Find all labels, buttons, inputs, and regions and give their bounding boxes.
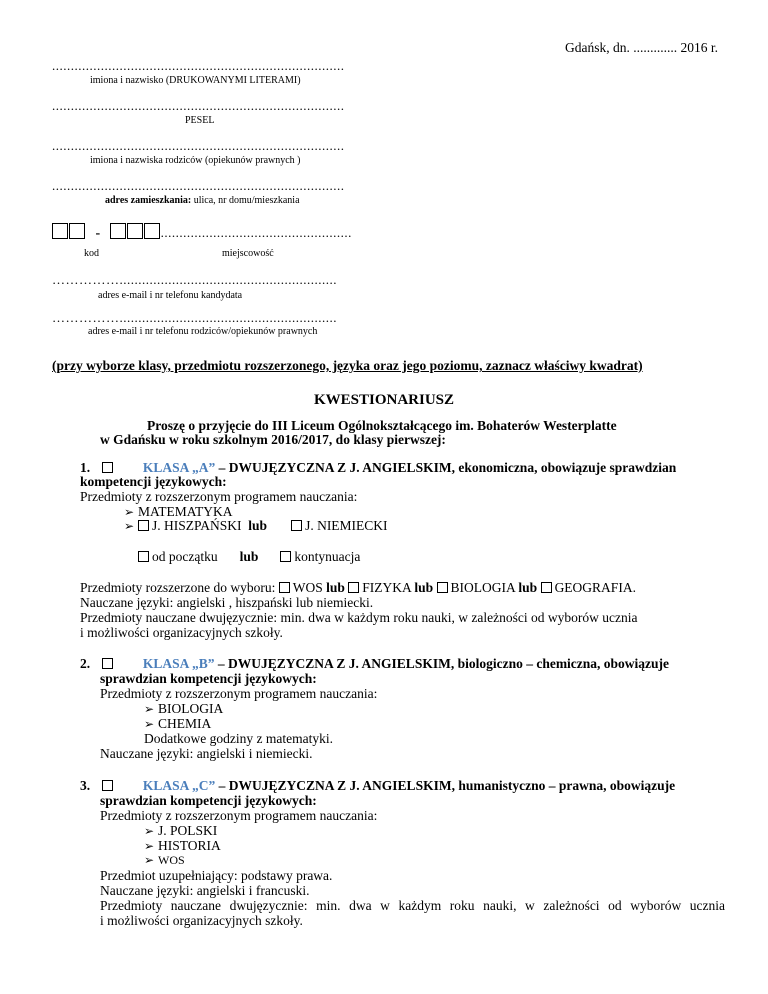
address-field[interactable]: .............................................................................. bbox=[52, 178, 345, 193]
postal-row bbox=[52, 223, 352, 242]
class-c-heading: 3. KLASA „C” – DWUJĘZYCZNA Z J. ANGIELSKIM, humanistyczno – prawna, obowiązuje bbox=[80, 778, 676, 793]
wos-checkbox[interactable] bbox=[279, 582, 290, 593]
arrow-bullet-icon: ➢ bbox=[124, 519, 135, 533]
name-field[interactable]: .............................................................................. bbox=[52, 58, 345, 73]
biologia-checkbox[interactable] bbox=[437, 582, 448, 593]
postal-dash: - bbox=[95, 226, 101, 241]
class-c-item: ➢ WOS bbox=[144, 853, 185, 867]
place-date: Gdańsk, dn. ............. 2016 r. bbox=[565, 40, 718, 55]
class-c-supp: Przedmiot uzupełniający: podstawy prawa. bbox=[100, 868, 333, 883]
name-caption: imiona i nazwisko (DRUKOWANYMI LITERAMI) bbox=[90, 75, 301, 86]
postal-box[interactable] bbox=[110, 223, 126, 239]
page-title: KWESTIONARIUSZ bbox=[313, 392, 455, 408]
class-c-desc2: sprawdzian kompetencji językowych: bbox=[100, 793, 317, 808]
pesel-field[interactable]: .............................................................................. bbox=[52, 98, 345, 113]
hiszpanski-checkbox[interactable] bbox=[138, 520, 149, 531]
class-b-heading: 2. KLASA „B” – DWUJĘZYCZNA Z J. ANGIELSKIM, biologiczno – chemiczna, obowiązuje bbox=[80, 656, 670, 671]
geografia-checkbox[interactable] bbox=[541, 582, 552, 593]
fizyka-checkbox[interactable] bbox=[348, 582, 359, 593]
email-candidate-field[interactable]: …………….......................................................... bbox=[52, 272, 337, 287]
arrow-bullet-icon: ➢ bbox=[144, 839, 155, 853]
class-b-item: ➢ CHEMIA bbox=[144, 716, 212, 731]
kod-caption: kod bbox=[84, 248, 99, 259]
postal-box[interactable] bbox=[127, 223, 143, 239]
class-a-ext-label: Przedmioty z rozszerzonym programem nauczania: bbox=[80, 489, 358, 504]
class-a-heading: 1. KLASA „A” – DWUJĘZYCZNA Z J. ANGIELSKIM, ekonomiczna, obowiązuje sprawdzian bbox=[80, 460, 677, 475]
class-a-bilingual2: i możliwości organizacyjnych szkoły. bbox=[80, 625, 283, 640]
class-a-optional-subjects: Przedmioty rozszerzone do wyboru: WOS lub FIZYKA lub BIOLOGIA lub GEOGRAFIA. bbox=[80, 580, 636, 595]
class-a-language-choice: ➢ J. HISZPAŃSKI lub J. NIEMIECKI bbox=[124, 518, 388, 533]
class-a-desc2: kompetencji językowych: bbox=[80, 474, 227, 489]
class-a-langs: Nauczane języki: angielski , hiszpański lub niemiecki. bbox=[80, 595, 374, 610]
parents-caption: imiona i nazwiska rodziców (opiekunów prawnych ) bbox=[90, 155, 301, 166]
niemiecki-checkbox[interactable] bbox=[291, 520, 302, 531]
class-b-extra: Dodatkowe godziny z matematyki. bbox=[144, 731, 333, 746]
class-a-bilingual: Przedmioty nauczane dwujęzycznie: min. dwa w każdym roku nauki, w zależności od wyborów ucznia bbox=[80, 610, 638, 625]
class-c-bilingual2: i możliwości organizacyjnych szkoły. bbox=[100, 913, 303, 928]
arrow-bullet-icon: ➢ bbox=[124, 505, 135, 519]
arrow-bullet-icon: ➢ bbox=[144, 702, 155, 716]
arrow-bullet-icon: ➢ bbox=[144, 717, 155, 731]
class-a-checkbox[interactable] bbox=[102, 462, 113, 473]
email-parents-field[interactable]: …………….......................................................... bbox=[52, 310, 337, 325]
class-a-item: ➢ MATEMATYKA bbox=[124, 504, 233, 519]
od-poczatku-checkbox[interactable] bbox=[138, 551, 149, 562]
class-b-checkbox[interactable] bbox=[102, 658, 113, 669]
instruction: (przy wyborze klasy, przedmiotu rozszerzonego, języka oraz jego poziomu, zaznacz właściwy kwadrat) bbox=[52, 358, 643, 373]
city-field[interactable]: ................................................... bbox=[160, 225, 352, 240]
class-c-langs: Nauczane języki: angielski i francuski. bbox=[100, 883, 310, 898]
class-c-ext-label: Przedmioty z rozszerzonym programem nauczania: bbox=[100, 808, 378, 823]
arrow-bullet-icon: ➢ bbox=[144, 853, 155, 867]
class-b-ext-label: Przedmioty z rozszerzonym programem nauczania: bbox=[100, 686, 378, 701]
class-b-desc2: sprawdzian kompetencji językowych: bbox=[100, 671, 317, 686]
kontynuacja-checkbox[interactable] bbox=[280, 551, 291, 562]
class-b-item: ➢ BIOLOGIA bbox=[144, 701, 224, 716]
pesel-caption: PESEL bbox=[185, 115, 215, 126]
postal-box[interactable] bbox=[52, 223, 68, 239]
intro-line2: w Gdańsku w roku szkolnym 2016/2017, do klasy pierwszej: bbox=[100, 432, 446, 447]
class-c-item: ➢ J. POLSKI bbox=[144, 823, 218, 838]
postal-box[interactable] bbox=[144, 223, 160, 239]
postal-box[interactable] bbox=[69, 223, 85, 239]
class-c-checkbox[interactable] bbox=[102, 780, 113, 791]
class-c-item: ➢ HISTORIA bbox=[144, 838, 221, 853]
parents-field[interactable]: .............................................................................. bbox=[52, 138, 345, 153]
class-c-bilingual: Przedmioty nauczane dwujęzycznie: min. dwa w każdym roku nauki, w zależności od wyborów ucznia bbox=[100, 898, 725, 913]
email-candidate-caption: adres e-mail i nr telefonu kandydata bbox=[98, 290, 243, 301]
email-parents-caption: adres e-mail i nr telefonu rodziców/opiekunów prawnych bbox=[88, 326, 318, 337]
class-b-langs: Nauczane języki: angielski i niemiecki. bbox=[100, 746, 313, 761]
miejscowosc-caption: miejscowość bbox=[222, 248, 274, 259]
intro-line1: Proszę o przyjęcie do III Liceum Ogólnokształcącego im. Bohaterów Westerplatte bbox=[147, 418, 617, 433]
address-caption: adres zamieszkania: ulica, nr domu/mieszkania bbox=[105, 195, 300, 206]
arrow-bullet-icon: ➢ bbox=[144, 824, 155, 838]
class-a-level-choice: od początku lub kontynuacja bbox=[138, 549, 360, 564]
